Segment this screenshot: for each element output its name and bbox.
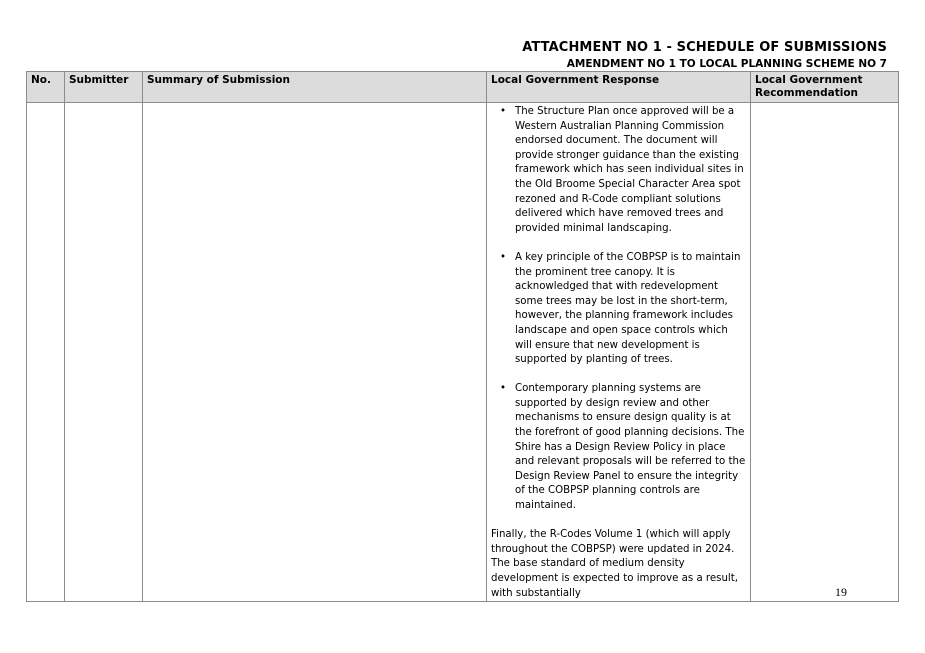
response-bullet: • Contemporary planning systems are supported by design review and other mechanisms to ensure design quality is at the forefront of good planning decisions. The Shire has a Design Review Policy in place and relevant proposals will be referred to the Design Review Panel to ensure the integrity of the COBPSP planning controls are maintained. — [515, 382, 746, 513]
submissions-table — [26, 71, 899, 602]
document-subtitle: AMENDMENT NO 1 TO LOCAL PLANNING SCHEME NO 7 — [566, 58, 887, 70]
column-header-summary: Summary of Submission — [143, 72, 487, 103]
page-number: 19 — [835, 585, 847, 599]
column-header-recommendation: Local Government Recommendation — [751, 72, 899, 103]
cell-response — [487, 103, 751, 602]
response-bullet: • The Structure Plan once approved will be a Western Australian Planning Commission endorsed document. The document will provide stronger guidance than the existing framework which has seen individual sites in the Old Broome Special Character Area spot rezoned and R-Code compliant solutions delivered which have removed trees and provided minimal landscaping. — [515, 105, 746, 236]
document-title: ATTACHMENT NO 1 - SCHEDULE OF SUBMISSIONS — [522, 40, 887, 55]
cell-summary — [143, 103, 487, 602]
column-header-no: No. — [27, 72, 65, 103]
table-header-row — [27, 72, 899, 103]
column-header-response: Local Government Response — [487, 72, 751, 103]
response-bullet-list — [491, 105, 746, 514]
response-bullet: • A key principle of the COBPSP is to maintain the prominent tree canopy. It is acknowledged that with redevelopment some trees may be lost in the short-term, however, the planning framework includes landscape and open space controls which will ensure that new development is supported by planting of trees. — [515, 251, 746, 368]
table-row — [27, 103, 899, 602]
response-paragraph: Finally, the R-Codes Volume 1 (which will apply throughout the COBPSP) were updated in 2024. The base standard of medium density development is expected to improve as a result, with substantially — [491, 529, 738, 599]
cell-no — [27, 103, 65, 602]
column-header-submitter: Submitter — [65, 72, 143, 103]
cell-recommendation — [751, 103, 899, 602]
cell-submitter — [65, 103, 143, 602]
